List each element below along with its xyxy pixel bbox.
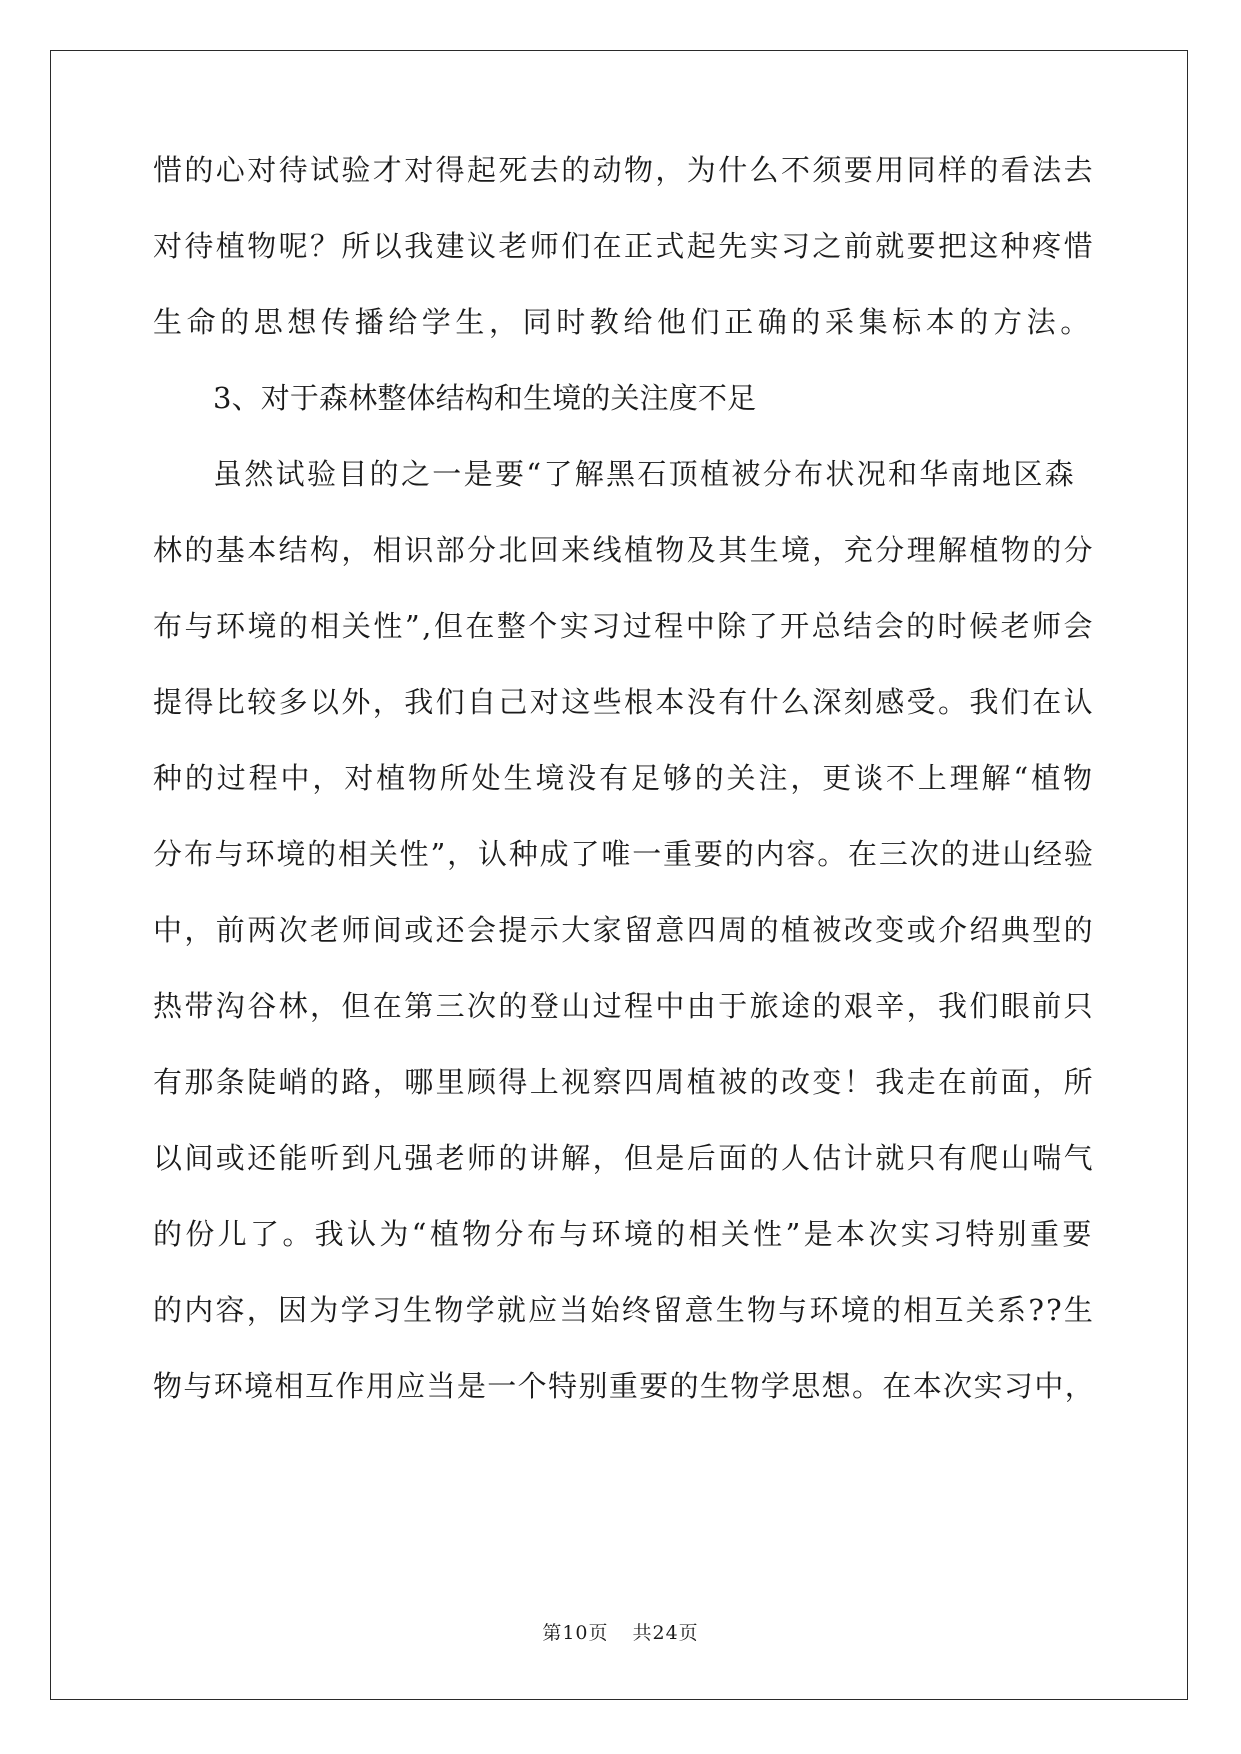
text-line-14: 以间或还能听到凡强老师的讲解，但是后面的人估计就只有爬山喘气 [153, 1141, 1096, 1175]
text-line-6: 林的基本结构，相识部分北回来线植物及其生境，充分理解植物的分 [153, 533, 1096, 567]
text-line-10: 分布与环境的相关性”，认种成了唯一重要的内容。在三次的进山经验 [153, 837, 1095, 871]
section-heading: 3、对于森林整体结构和生境的关注度不足 [213, 381, 757, 415]
text-line-9: 种的过程中，对植物所处生境没有足够的关注，更谈不上理解“植物 [153, 761, 1095, 795]
text-line-17: 物与环境相互作用应当是一个特别重要的生物学思想。在本次实习中， [153, 1369, 1096, 1403]
text-line-12: 热带沟谷林，但在第三次的登山过程中由于旅途的艰辛，我们眼前只 [153, 989, 1096, 1023]
text-line-13: 有那条陡峭的路，哪里顾得上视察四周植被的改变！我走在前面，所 [153, 1065, 1096, 1099]
text-line-1: 惜的心对待试验才对得起死去的动物，为什么不须要用同样的看法去 [153, 153, 1096, 187]
text-line-2: 对待植物呢？所以我建议老师们在正式起先实习之前就要把这种疼惜 [153, 229, 1096, 263]
page-total: 共24页 [632, 1622, 699, 1644]
page-footer [0, 1618, 1241, 1645]
page-number: 第10页 [542, 1622, 609, 1644]
text-line-8: 提得比较多以外，我们自己对这些根本没有什么深刻感受。我们在认 [153, 685, 1096, 719]
text-line-16: 的内容，因为学习生物学就应当始终留意生物与环境的相互关系??生 [153, 1293, 1096, 1327]
text-line-7: 布与环境的相关性”,但在整个实习过程中除了开总结会的时候老师会 [153, 609, 1095, 643]
text-line-15: 的份儿了。我认为“植物分布与环境的相关性”是本次实习特别重要 [153, 1217, 1095, 1251]
text-line-3: 生命的思想传播给学生，同时教给他们正确的采集标本的方法。 [153, 305, 1094, 339]
text-line-11: 中，前两次老师间或还会提示大家留意四周的植被改变或介绍典型的 [153, 913, 1096, 947]
text-line-5: 虽然试验目的之一是要“了解黑石顶植被分布状况和华南地区森 [213, 457, 1077, 491]
